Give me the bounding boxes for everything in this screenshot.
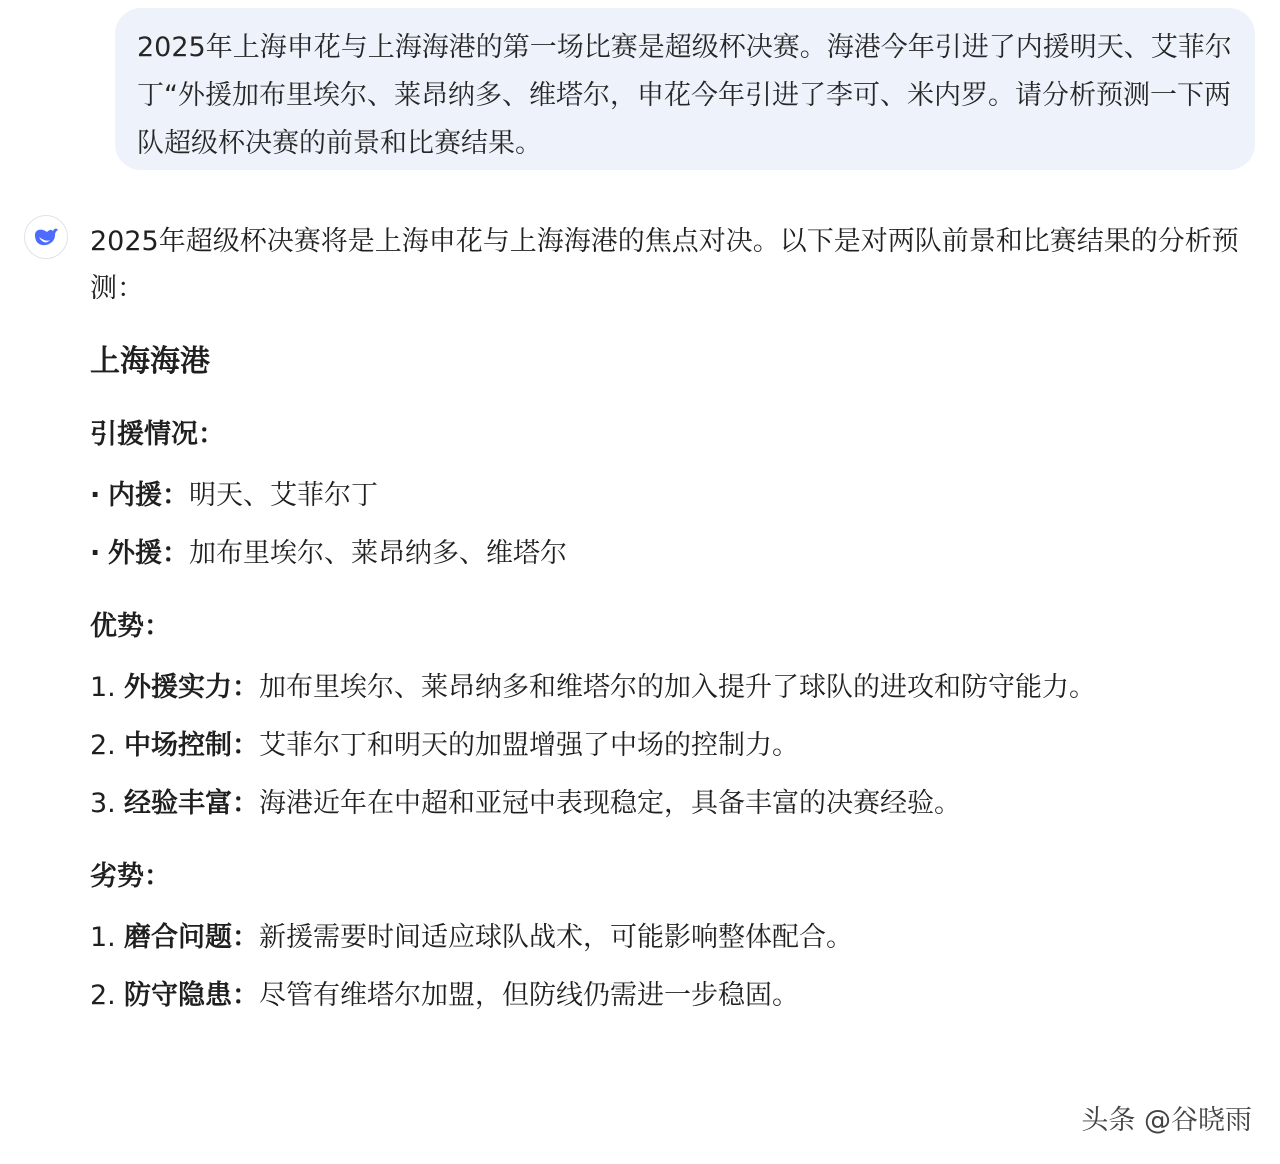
weakness-item bbox=[90, 972, 1250, 1019]
signing-label: 外援： bbox=[108, 538, 189, 569]
item-number: 1. bbox=[90, 672, 116, 703]
item-text: 加布里埃尔、莱昂纳多和维塔尔的加入提升了球队的进攻和防守能力。 bbox=[259, 672, 1096, 703]
item-number: 2. bbox=[90, 980, 116, 1011]
whale-logo-icon bbox=[32, 225, 60, 249]
item-text: 尽管有维塔尔加盟，但防线仍需进一步稳固。 bbox=[259, 980, 799, 1011]
strength-item bbox=[90, 664, 1250, 711]
item-label: 防守隐患： bbox=[124, 980, 259, 1011]
assistant-answer bbox=[90, 218, 1250, 1030]
item-text: 新援需要时间适应球队战术，可能影响整体配合。 bbox=[259, 922, 853, 953]
signings-heading: 引援情况： bbox=[90, 419, 225, 450]
user-message-bubble: 2025年上海申花与上海海港的第一场比赛是超级杯决赛。海港今年引进了内援明天、艾菲尔丁“外援加布里埃尔、莱昂纳多、维塔尔，申花今年引进了李可、米内罗。请分析预测一下两队超级杯决赛的前景和比赛结果。 bbox=[115, 8, 1255, 170]
weaknesses-heading: 劣势： bbox=[90, 861, 171, 892]
item-label: 磨合问题： bbox=[124, 922, 259, 953]
item-number: 3. bbox=[90, 788, 116, 819]
item-number: 1. bbox=[90, 922, 116, 953]
team-title: 上海海港 bbox=[90, 344, 210, 379]
item-label: 经验丰富： bbox=[124, 788, 259, 819]
watermark: 头条 @谷晓雨 bbox=[1081, 1105, 1252, 1136]
signing-item bbox=[90, 472, 1250, 519]
item-label: 中场控制： bbox=[124, 730, 259, 761]
weakness-item bbox=[90, 914, 1250, 961]
answer-intro: 2025年超级杯决赛将是上海申花与上海海港的焦点对决。以下是对两队前景和比赛结果的分析预测： bbox=[90, 226, 1239, 304]
strengths-heading: 优势： bbox=[90, 611, 171, 642]
strength-item bbox=[90, 780, 1250, 827]
item-text: 艾菲尔丁和明天的加盟增强了中场的控制力。 bbox=[259, 730, 799, 761]
signing-text: 加布里埃尔、莱昂纳多、维塔尔 bbox=[189, 538, 567, 569]
item-number: 2. bbox=[90, 730, 116, 761]
signing-label: 内援： bbox=[108, 480, 189, 511]
signing-item bbox=[90, 530, 1250, 577]
strength-item bbox=[90, 722, 1250, 769]
signing-text: 明天、艾菲尔丁 bbox=[189, 480, 378, 511]
item-label: 外援实力： bbox=[124, 672, 259, 703]
assistant-avatar bbox=[24, 215, 68, 259]
item-text: 海港近年在中超和亚冠中表现稳定，具备丰富的决赛经验。 bbox=[259, 788, 961, 819]
